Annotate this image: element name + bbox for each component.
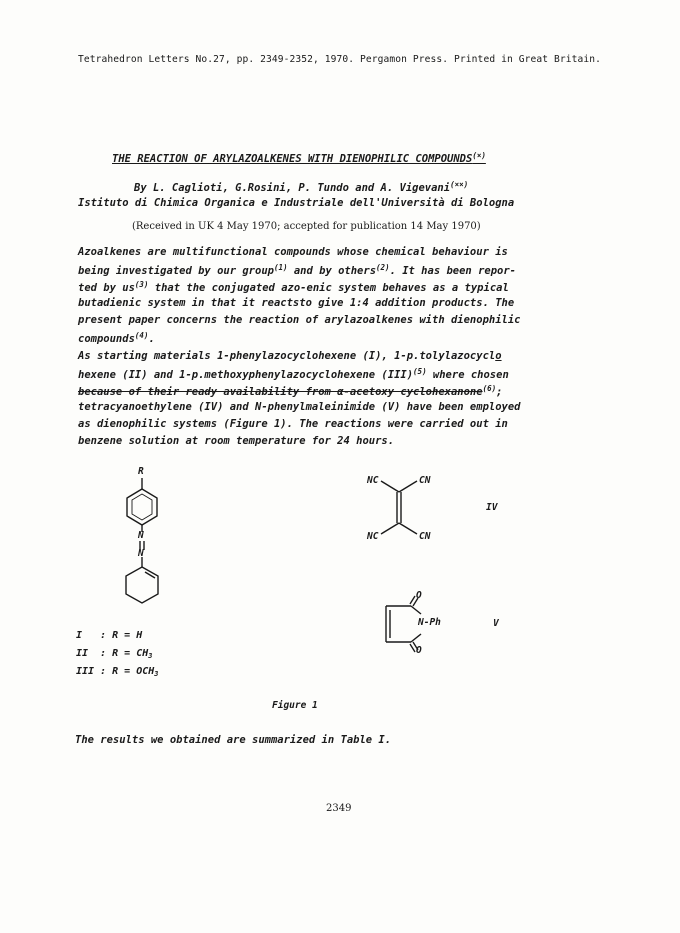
legend-val: H <box>136 630 143 641</box>
tcne-bond-ur <box>399 481 417 492</box>
p1-line-4: butadienic system in that it reactsto give 1:4 addition products. The <box>78 297 515 309</box>
p2-line-1 <box>78 350 502 362</box>
figure-caption: Figure 1 <box>272 700 318 711</box>
institution: Istituto di Chimica Organica e Industriale dell'Università di Bologna <box>78 197 515 209</box>
p2-line-3 <box>78 384 502 398</box>
p1-line-3 <box>78 280 509 294</box>
substituent-r-label: R <box>138 466 144 477</box>
p2-line-6: benzene solution at room temperature for 24 hours. <box>78 435 395 447</box>
p1-l2-text-c: . It has been repor- <box>389 265 517 277</box>
p2-l2-text-a: hexene (II) and 1-p.methoxyphenylazocyclohexene (III) <box>78 369 414 381</box>
compound-v-label: V <box>493 618 499 629</box>
benzene-inner-ring <box>132 494 152 520</box>
p1-l3-text-b: that the conjugated azo-enic system behaves as a typical <box>148 282 509 294</box>
page-number: 2349 <box>326 803 352 814</box>
p1-l6-text-b: . <box>148 333 155 345</box>
legend-sep: : R = <box>94 630 137 641</box>
p2-l1-underlined: o <box>495 350 502 362</box>
ref-3: (3) <box>134 280 149 289</box>
azo-n1-label: N <box>138 530 144 541</box>
n-phenyl-label: N-Ph <box>418 617 441 628</box>
title-text: THE REACTION OF ARYLAZOALKENES WITH DIENOPHILIC COMPOUNDS <box>112 153 473 165</box>
legend-num: I <box>76 630 95 641</box>
authors <box>134 180 468 194</box>
title-footnote: (×) <box>472 151 486 160</box>
results-sentence: The results we obtained are summarized in Table I. <box>75 734 392 746</box>
legend-row <box>76 666 159 678</box>
legend-row <box>76 630 142 642</box>
journal-header: Tetrahedron Letters No.27, pp. 2349-2352, 1970. Pergamon Press. Printed in Great Britain. <box>78 54 601 65</box>
authors-footnote: (××) <box>450 180 469 189</box>
legend-val: OCH <box>136 666 155 677</box>
p2-line-4: tetracyanoethylene (IV) and N-phenylmaleinimide (V) have been employed <box>78 401 521 413</box>
tcne-bond-lr <box>399 523 417 534</box>
p1-l3-text-a: ted by us <box>78 282 135 294</box>
p2-l3-text-b: ; <box>496 386 503 398</box>
carbonyl-o-bottom: O <box>416 645 422 656</box>
legend-sub: 3 <box>154 670 159 678</box>
cyclohexene-double-bond <box>145 572 155 578</box>
p1-l2-text-a: being investigated by our group <box>78 265 274 277</box>
benzene-ring <box>127 489 157 525</box>
received-date: (Received in UK 4 May 1970; accepted for publication 14 May 1970) <box>132 221 481 232</box>
legend-sep: : R = <box>94 648 137 659</box>
compound-iv-label: IV <box>486 502 498 513</box>
p1-line-6 <box>78 331 155 345</box>
paper-title <box>112 151 486 165</box>
legend-val: CH <box>136 648 149 659</box>
p2-l3-struck-text: because of their ready availability from α-acetoxy cyclohexanone <box>78 386 483 398</box>
tcne-nc-top: NC <box>367 475 379 486</box>
tcne-nc-bottom: NC <box>367 531 379 542</box>
legend-sub: 3 <box>148 652 153 660</box>
authors-text: By L. Caglioti, G.Rosini, P. Tundo and A. Vigevani <box>134 182 451 194</box>
legend-row <box>76 648 152 660</box>
p1-l2-text-b: and by others <box>287 265 377 277</box>
ref-5: (5) <box>413 367 427 376</box>
p2-line-2 <box>78 367 509 381</box>
ref-6: (6) <box>482 384 497 393</box>
p1-line-5: present paper concerns the reaction of arylazoalkenes with dienophilic <box>78 314 521 326</box>
tcne-cn-top: CN <box>419 475 431 486</box>
ref-1: (1) <box>273 263 288 272</box>
carbonyl-o-top: O <box>416 590 422 601</box>
carbonyl-top-a <box>410 596 415 604</box>
maleimide-bottom-co <box>411 634 421 642</box>
tcne-cn-bottom: CN <box>419 531 431 542</box>
ref-4: (4) <box>134 331 149 340</box>
ref-2: (2) <box>376 263 390 272</box>
cyclohexene-ring <box>126 567 158 603</box>
p2-l2-text-b: where chosen <box>426 369 509 381</box>
p2-l1-text: As starting materials 1-phenylazocyclohexene (I), 1-p.tolylazocycl <box>78 350 496 362</box>
p1-line-1: Azoalkenes are multifunctional compounds whose chemical behaviour is <box>78 246 508 258</box>
carbonyl-bottom-a <box>410 644 415 652</box>
p2-line-5: as dienophilic systems (Figure 1). The reactions were carried out in <box>78 418 508 430</box>
legend-num: III <box>76 666 95 677</box>
legend-sep: : R = <box>94 666 137 677</box>
maleimide-top-co <box>411 606 421 614</box>
p1-line-2 <box>78 263 516 277</box>
azo-n2-label: N <box>138 548 144 559</box>
legend-num: II <box>76 648 95 659</box>
p1-l6-text-a: compounds <box>78 333 135 345</box>
tcne-bond-ul <box>381 481 399 492</box>
tcne-bond-ll <box>381 523 399 534</box>
